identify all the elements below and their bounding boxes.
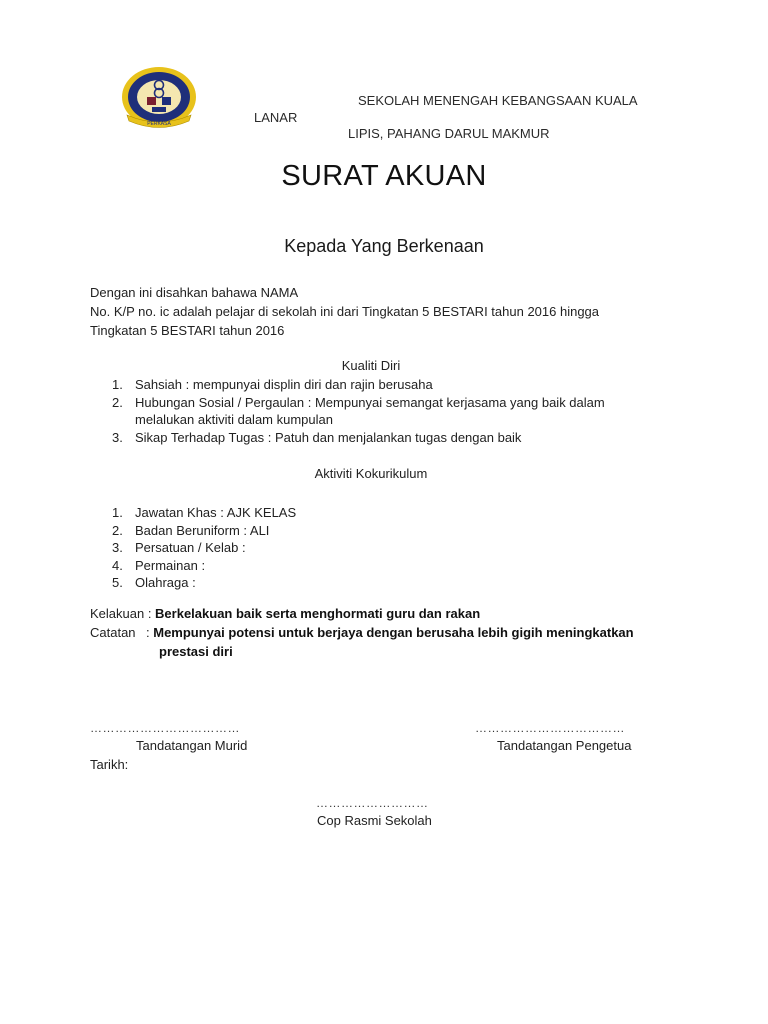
list-number: 1. <box>112 505 123 520</box>
catatan-value-continued: prestasi diri <box>159 644 233 659</box>
list-text-continued: melalukan aktiviti dalam kumpulan <box>135 412 333 427</box>
list-text: Hubungan Sosial / Pergaulan : Mempunyai semangat kerjasama yang baik dalam <box>135 394 605 410</box>
list-text: Sahsiah : mempunyai displin diri dan rajin berusaha <box>135 377 433 392</box>
list-item <box>110 557 296 575</box>
intro-line1: Dengan ini disahkan bahawa NAMA <box>90 285 299 300</box>
document-title: SURAT AKUAN <box>281 160 487 192</box>
signature-line-pengetua: ……………………………… <box>475 721 625 735</box>
list-item <box>110 522 296 540</box>
kelakuan-value: Berkelakuan baik serta menghormati guru dan rakan <box>155 606 481 621</box>
list-text: Olahraga : <box>135 575 196 590</box>
aktiviti-list <box>110 504 296 592</box>
signature-line-murid: ……………………………… <box>90 721 240 735</box>
list-number: 4. <box>112 557 123 573</box>
list-text: Jawatan Khas : AJK KELAS <box>135 505 297 520</box>
intro-line2: No. K/P no. ic adalah pelajar di sekolah ini dari Tingkatan 5 BESTARI tahun 2016 hingga <box>90 304 600 319</box>
intro-line3: Tingkatan 5 BESTARI tahun 2016 <box>90 323 285 338</box>
list-number: 3. <box>112 429 123 445</box>
list-number: 2. <box>112 522 123 538</box>
list-number: 1. <box>112 377 123 392</box>
catatan-row <box>90 625 634 640</box>
list-text: Sikap Terhadap Tugas : Patuh dan menjalankan tugas dengan baik <box>135 429 522 445</box>
signature-label-pengetua: Tandatangan Pengetua <box>497 738 632 753</box>
catatan-value: Mempunyai potensi untuk berjaya dengan berusaha lebih gigih meningkatkan <box>153 625 634 640</box>
tarikh-label: Tarikh: <box>90 757 129 772</box>
stamp-label: Cop Rasmi Sekolah <box>317 813 432 828</box>
school-name-line1: SEKOLAH MENENGAH KEBANGSAAN KUALA <box>358 93 638 108</box>
list-text: Permainan : <box>135 557 206 573</box>
list-text: Persatuan / Kelab : <box>135 540 246 555</box>
list-item <box>110 574 296 592</box>
kelakuan-label: Kelakuan : <box>90 606 156 621</box>
logo-left-shield <box>147 97 156 105</box>
list-number: 3. <box>112 540 123 555</box>
list-item <box>110 504 296 522</box>
logo-banner-text: PERKASA <box>147 121 171 127</box>
catatan-separator: : <box>146 625 154 640</box>
signature-label-murid: Tandatangan Murid <box>136 738 248 753</box>
kualiti-list <box>110 376 605 446</box>
logo-book <box>152 107 166 112</box>
school-name-line2: LANAR <box>254 110 298 125</box>
list-item <box>110 394 605 429</box>
stamp-line: ……………………… <box>316 796 429 810</box>
aktiviti-heading: Aktiviti Kokurikulum <box>314 466 428 481</box>
school-address: LIPIS, PAHANG DARUL MAKMUR <box>348 126 550 141</box>
kelakuan-row <box>90 606 480 621</box>
list-item <box>110 376 605 394</box>
list-text: Badan Beruniform : ALI <box>135 522 270 538</box>
document-subtitle: Kepada Yang Berkenaan <box>284 236 484 256</box>
logo-right-shield <box>162 97 171 105</box>
kualiti-heading: Kualiti Diri <box>341 358 401 373</box>
list-number: 5. <box>112 575 123 590</box>
list-item <box>110 539 296 557</box>
school-logo <box>119 65 199 133</box>
list-number: 2. <box>112 394 123 410</box>
list-item <box>110 429 605 447</box>
catatan-label: Catatan <box>90 625 136 640</box>
